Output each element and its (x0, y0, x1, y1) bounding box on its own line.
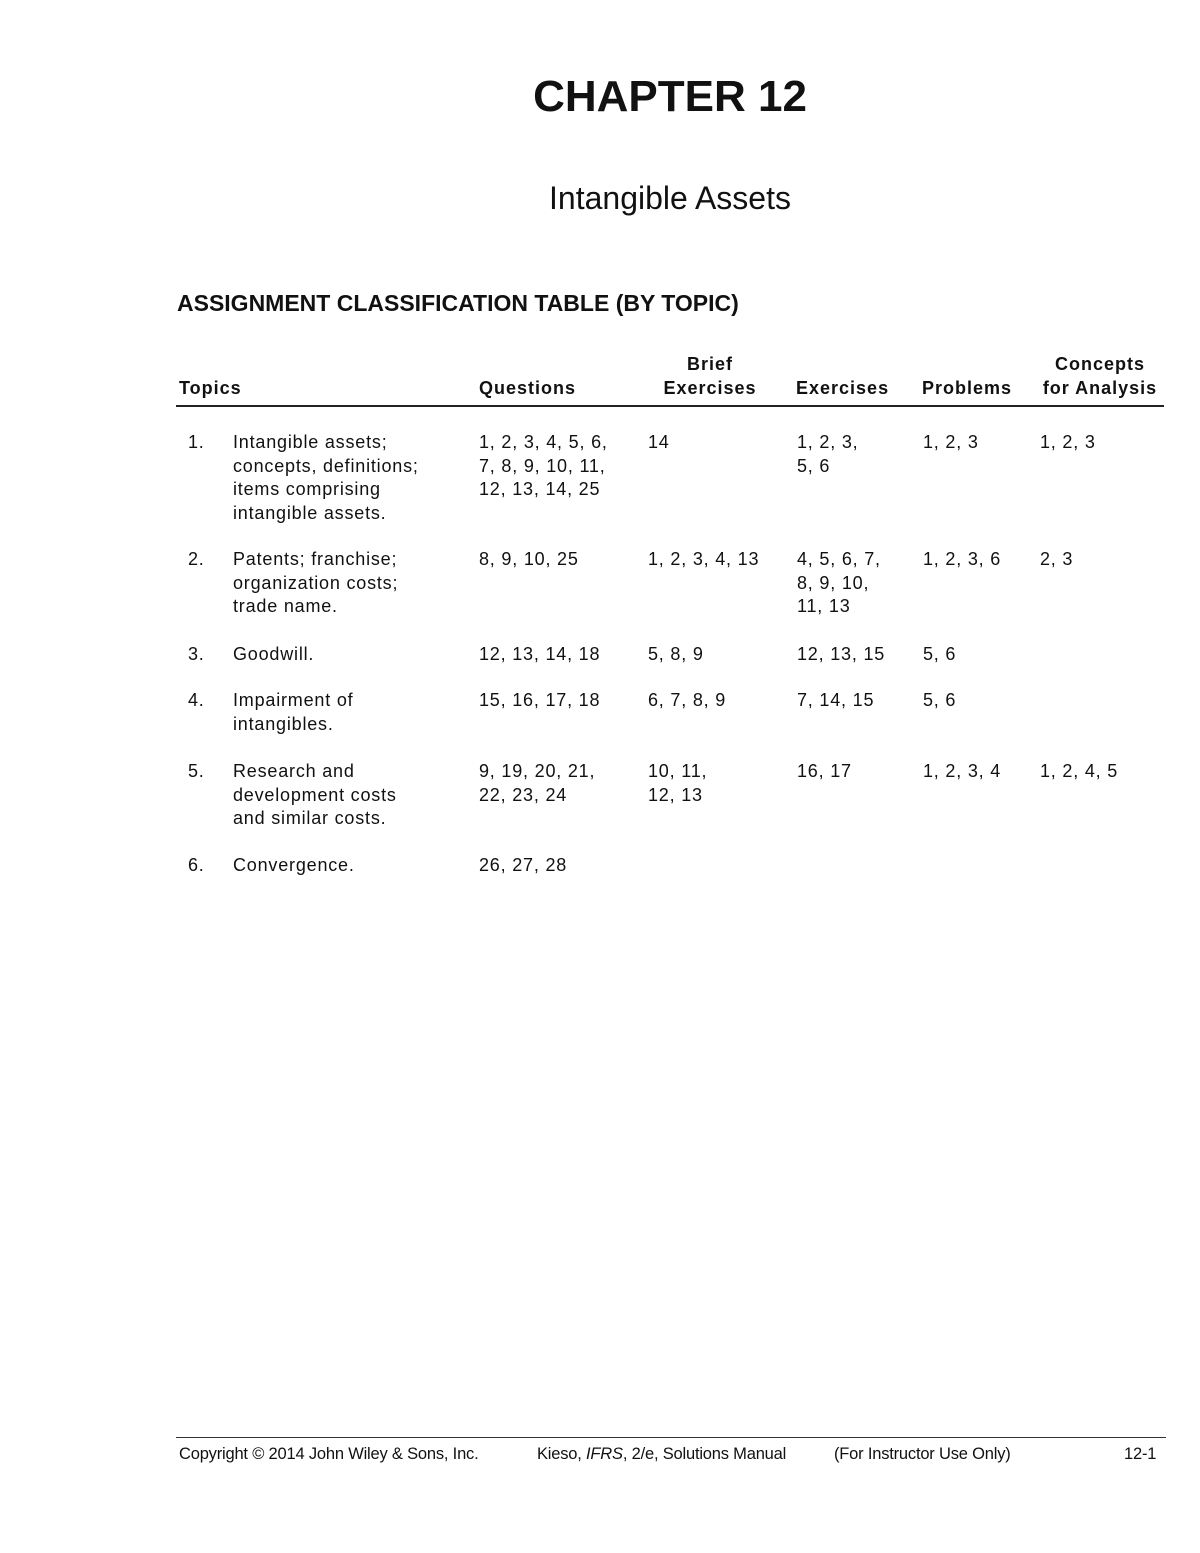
col-header-problems: Problems (922, 378, 1013, 398)
row-exercises: 12, 13, 15 (797, 644, 886, 664)
footer-author: Kieso, (537, 1445, 587, 1463)
row-concepts: 1, 2, 3 (1040, 432, 1096, 452)
row-questions: 8, 9, 10, 25 (479, 549, 579, 569)
row-exercises: 4, 5, 6, 7, 8, 9, 10, 11, 13 (797, 549, 881, 616)
row-number: 1. (188, 432, 205, 452)
row-brief-exercises: 1, 2, 3, 4, 13 (648, 549, 760, 569)
col-header-concepts-line1: Concepts (1054, 354, 1145, 374)
col-header-concepts-line2: for Analysis (1042, 378, 1158, 398)
row-number: 4. (188, 690, 205, 710)
row-problems: 5, 6 (923, 690, 957, 710)
row-brief-exercises: 14 (648, 432, 670, 452)
row-brief-exercises: 6, 7, 8, 9 (648, 690, 727, 710)
col-header-brief-line1: Brief (686, 354, 733, 374)
row-concepts: 1, 2, 4, 5 (1040, 761, 1119, 781)
footer-copyright: Copyright © 2014 John Wiley & Sons, Inc. (179, 1445, 479, 1463)
row-exercises: 7, 14, 15 (797, 690, 875, 710)
row-number: 6. (188, 855, 205, 875)
row-exercises: 1, 2, 3, 5, 6 (797, 432, 859, 476)
row-problems: 5, 6 (923, 644, 957, 664)
row-topic: Impairment of intangibles. (233, 690, 354, 734)
row-topic: Convergence. (233, 855, 355, 875)
row-exercises: 16, 17 (797, 761, 852, 781)
row-brief-exercises: 10, 11, 12, 13 (648, 761, 708, 805)
row-questions: 15, 16, 17, 18 (479, 690, 601, 710)
row-number: 2. (188, 549, 205, 569)
footer-rule (176, 1437, 1166, 1438)
footer-page-number: 12-1 (1124, 1445, 1157, 1463)
row-problems: 1, 2, 3 (923, 432, 979, 452)
chapter-heading: CHAPTER 12 (533, 72, 807, 121)
row-topic: Intangible assets; concepts, definitions; items comprising intangible assets. (233, 432, 419, 523)
footer-book-title (537, 1444, 786, 1464)
row-topic: Patents; franchise; organization costs; trade name. (233, 549, 399, 616)
table-title: ASSIGNMENT CLASSIFICATION TABLE (BY TOPIC) (177, 290, 739, 316)
row-topic: Goodwill. (233, 644, 315, 664)
chapter-subtitle: Intangible Assets (549, 180, 791, 216)
col-header-concepts (1034, 352, 1166, 400)
row-concepts: 2, 3 (1040, 549, 1074, 569)
row-topic: Research and development costs and similar costs. (233, 761, 397, 828)
row-problems: 1, 2, 3, 4 (923, 761, 1002, 781)
row-questions: 1, 2, 3, 4, 5, 6, 7, 8, 9, 10, 11, 12, 13, 14, 25 (479, 432, 608, 499)
col-header-exercises: Exercises (796, 378, 890, 398)
row-questions: 12, 13, 14, 18 (479, 644, 601, 664)
footer-title-italic: IFRS (586, 1445, 623, 1463)
row-number: 3. (188, 644, 205, 664)
footer-usage: (For Instructor Use Only) (834, 1445, 1011, 1463)
row-questions: 26, 27, 28 (479, 855, 568, 875)
row-problems: 1, 2, 3, 6 (923, 549, 1002, 569)
row-brief-exercises: 5, 8, 9 (648, 644, 704, 664)
col-header-brief-line2: Exercises (663, 378, 757, 398)
col-header-topics: Topics (179, 378, 242, 398)
header-rule (176, 405, 1164, 407)
col-header-questions: Questions (479, 378, 577, 398)
footer-edition: , 2/e, Solutions Manual (622, 1445, 787, 1463)
row-number: 5. (188, 761, 205, 781)
col-header-brief-exercises (650, 352, 770, 400)
row-questions: 9, 19, 20, 21, 22, 23, 24 (479, 761, 596, 805)
